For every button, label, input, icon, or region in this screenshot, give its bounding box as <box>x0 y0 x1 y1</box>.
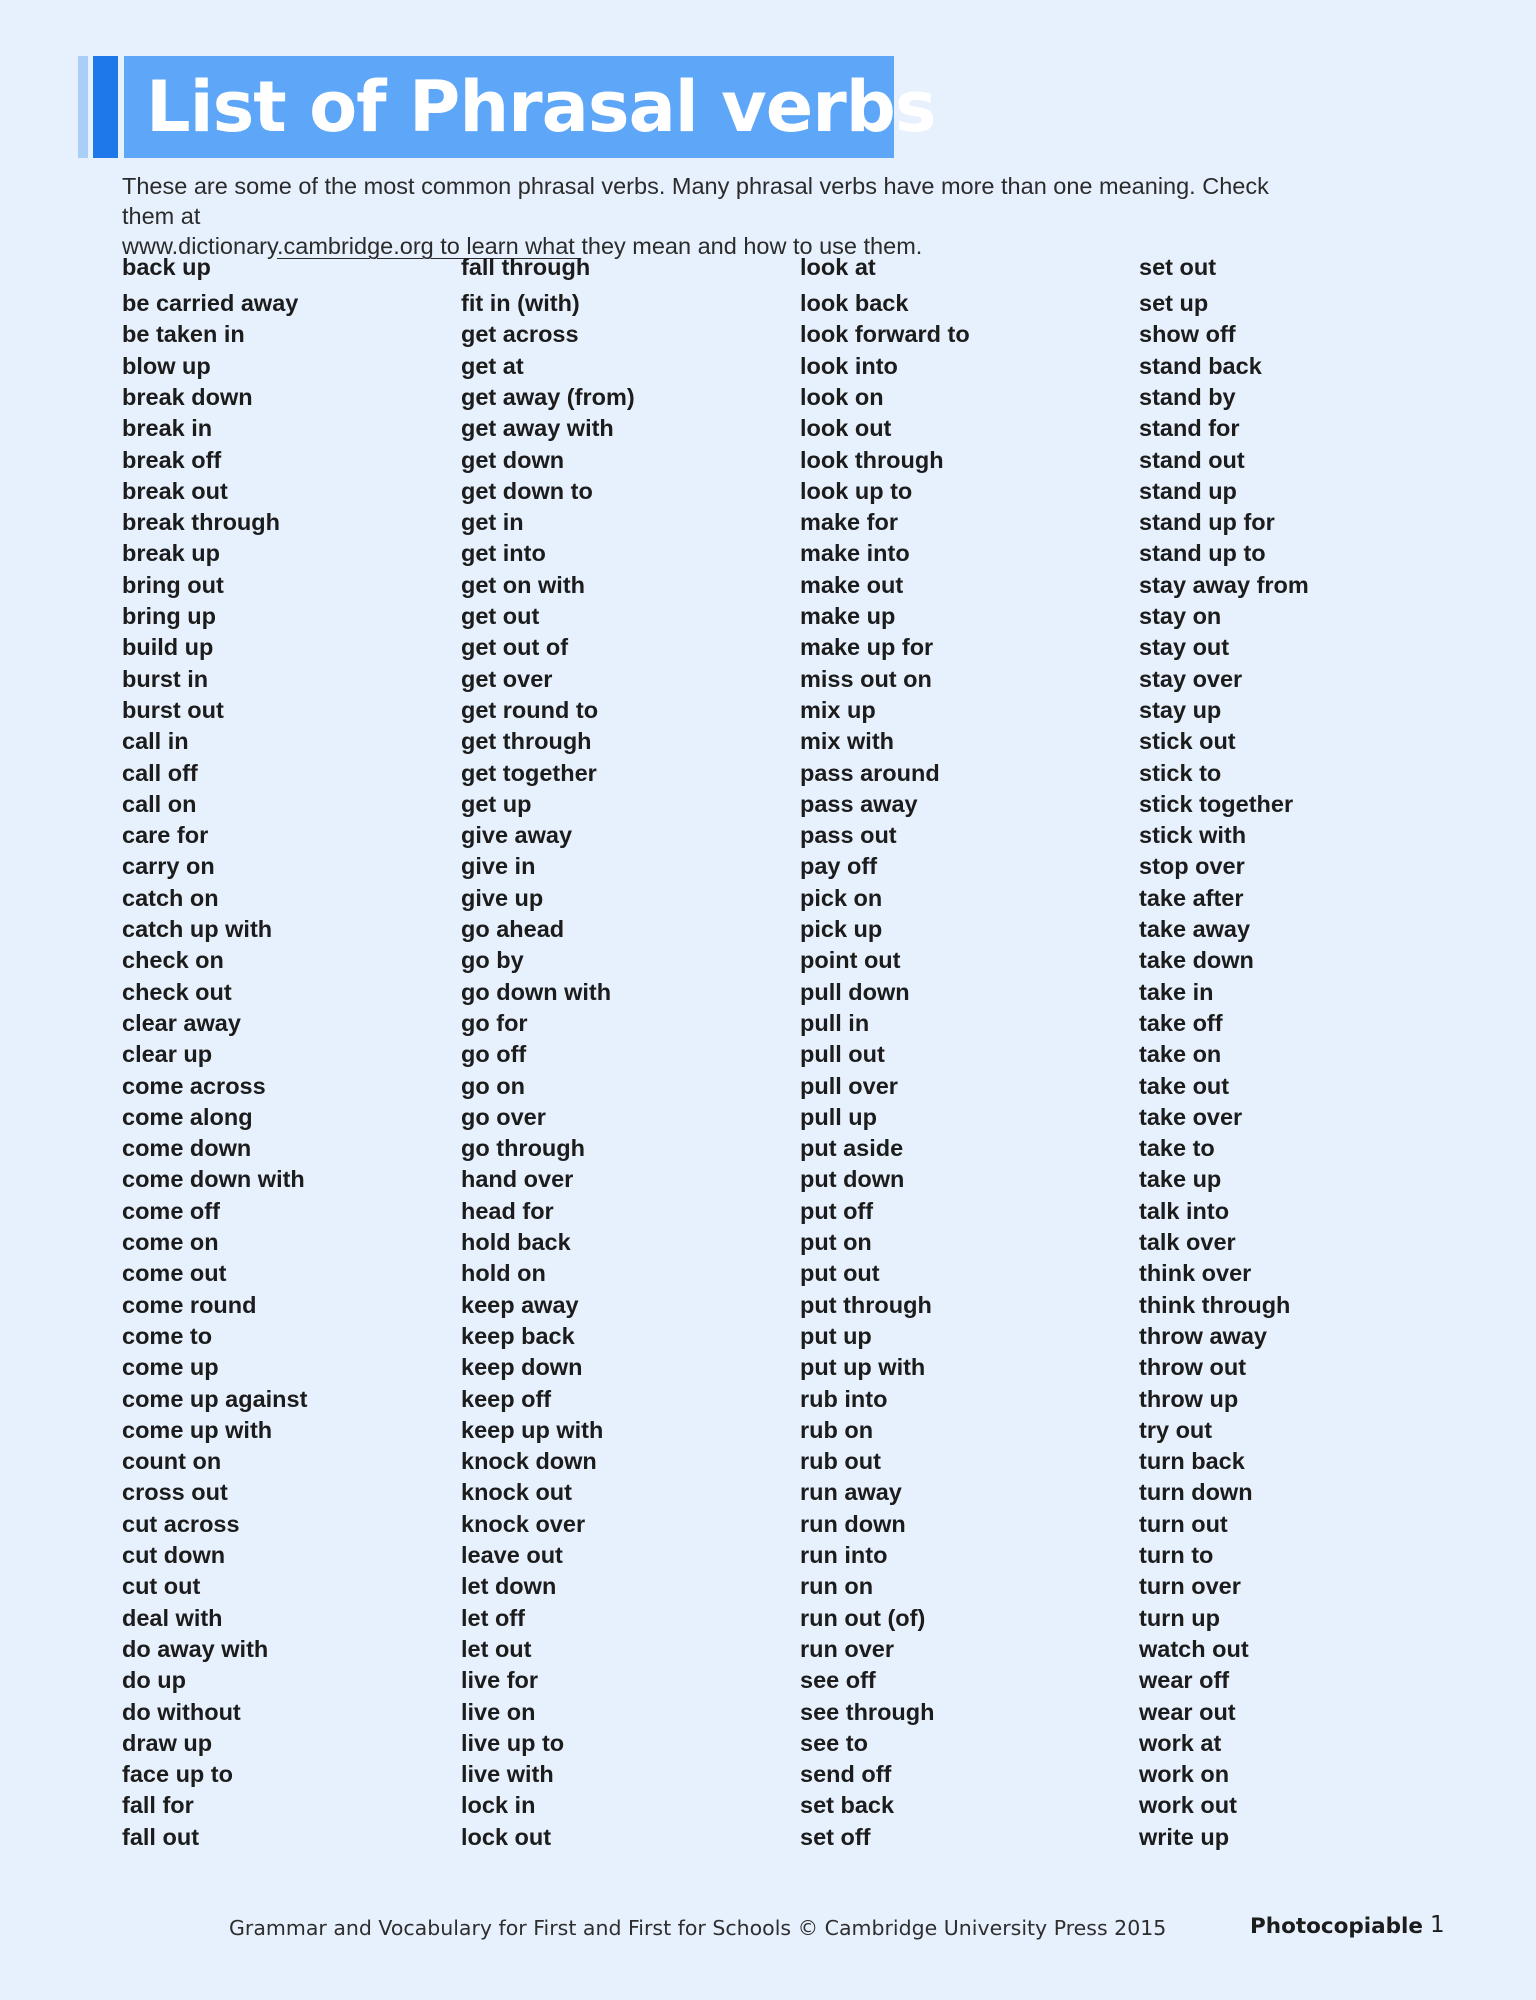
phrasal-verb-item: stick to <box>1139 759 1222 786</box>
phrasal-verb-item: work on <box>1139 1761 1230 1788</box>
phrasal-verb-item: check out <box>122 978 232 1005</box>
intro-url-end: they mean and how to use them. <box>581 233 923 259</box>
phrasal-verb-item: put up <box>800 1322 872 1349</box>
phrasal-verb-item: live up to <box>461 1729 565 1756</box>
phrasal-verb-item: cut out <box>122 1573 201 1600</box>
phrasal-verb-item: put out <box>800 1260 880 1287</box>
phrasal-verb-item: see through <box>800 1698 935 1725</box>
phrasal-verb-item: think over <box>1139 1260 1252 1287</box>
phrasal-verb-item: get over <box>461 665 553 692</box>
phrasal-verb-item: turn out <box>1139 1510 1228 1537</box>
phrasal-verb-item: stay on <box>1139 603 1222 629</box>
phrasal-verb-item: stay up <box>1139 696 1222 723</box>
phrasal-verb-item: stand by <box>1139 383 1236 410</box>
phrasal-verb-item: turn over <box>1139 1573 1241 1600</box>
phrasal-verb-item: get on with <box>461 571 586 598</box>
phrasal-verb-item: get away (from) <box>461 383 635 410</box>
phrasal-verb-item: hand over <box>461 1166 574 1193</box>
phrasal-verb-item: make for <box>800 509 898 536</box>
phrasal-verb-item: rub into <box>800 1385 888 1412</box>
phrasal-verb-item: show off <box>1139 321 1236 348</box>
phrasal-verb-item: cross out <box>122 1479 228 1506</box>
phrasal-verb-item: get up <box>461 790 532 817</box>
footer-copyright: Grammar and Vocabulary for First and First for Schools © Cambridge University Press 2015 <box>229 1916 1167 1940</box>
title-banner <box>124 56 936 158</box>
phrasal-verb-item: look up to <box>800 477 913 504</box>
phrasal-verb-item: lock out <box>461 1823 552 1850</box>
phrasal-verb-item: burst out <box>122 696 224 723</box>
phrasal-verb-item: come out <box>122 1260 227 1287</box>
phrasal-verb-item: look at <box>800 254 876 280</box>
phrasal-verb-item: stick with <box>1139 822 1247 849</box>
phrasal-verb-item: wear off <box>1139 1667 1230 1694</box>
phrasal-verb-item: turn up <box>1139 1604 1220 1631</box>
phrasal-verb-item: set up <box>1139 290 1209 316</box>
phrasal-verb-item: take away <box>1139 916 1251 942</box>
phrasal-verb-item: pay off <box>800 853 878 880</box>
phrasal-verb-item: stay away from <box>1139 571 1309 598</box>
phrasal-verb-item: come down with <box>122 1166 305 1193</box>
phrasal-verb-item: do up <box>122 1667 186 1694</box>
phrasal-verb-item: give away <box>461 822 573 849</box>
phrasal-verb-item: come up with <box>122 1416 273 1443</box>
phrasal-verb-item: put up with <box>800 1354 926 1381</box>
phrasal-verb-item: break off <box>122 446 222 473</box>
phrasal-verb-item: keep up with <box>461 1416 604 1443</box>
phrasal-verb-item: turn back <box>1139 1448 1245 1475</box>
phrasal-verb-item: stand out <box>1139 446 1245 473</box>
phrasal-verb-item: be taken in <box>122 321 245 348</box>
phrasal-verb-item: do away with <box>122 1635 269 1662</box>
phrasal-verb-item: let down <box>461 1573 557 1600</box>
phrasal-verb-item: talk over <box>1139 1229 1236 1255</box>
phrasal-verb-item: get into <box>461 540 546 567</box>
phrasal-verb-item: think through <box>1139 1291 1291 1318</box>
phrasal-verb-item: take after <box>1139 884 1244 911</box>
phrasal-verb-item: point out <box>800 947 901 974</box>
phrasal-verb-item: stand up <box>1139 477 1237 504</box>
phrasal-verb-item: care for <box>122 822 209 849</box>
intro-line-1: These are some of the most common phrasal verbs. Many phrasal verbs have more than one meaning. Check them at <box>122 173 1269 229</box>
phrasal-verb-item: do without <box>122 1698 241 1725</box>
intro-url-start: www.dictionary <box>122 233 277 259</box>
title-stripe-dark <box>93 56 118 158</box>
phrasal-verb-item: wear out <box>1139 1698 1236 1725</box>
phrasal-verb-item: put off <box>800 1197 874 1224</box>
phrasal-verb-item: call on <box>122 790 197 817</box>
phrasal-verb-item: cut across <box>122 1510 240 1537</box>
phrasal-verb-item: draw up <box>122 1729 213 1756</box>
phrasal-verb-item: get out of <box>461 634 569 661</box>
phrasal-verb-item: pull in <box>800 1009 870 1036</box>
phrasal-verb-item: go through <box>461 1135 585 1162</box>
phrasal-verb-item: fit in (with) <box>461 290 580 316</box>
phrasal-verb-item: get at <box>461 352 524 379</box>
phrasal-verb-item: call off <box>122 759 198 786</box>
phrasal-verb-item: clear up <box>122 1041 213 1068</box>
phrasal-verb-item: go ahead <box>461 916 565 942</box>
phrasal-verb-item: go on <box>461 1072 525 1099</box>
phrasal-verb-item: break through <box>122 509 280 536</box>
phrasal-verb-item: pull out <box>800 1041 885 1068</box>
phrasal-verb-item: pick on <box>800 884 883 911</box>
phrasal-verb-item: get through <box>461 728 592 755</box>
phrasal-verb-item: come down <box>122 1135 252 1162</box>
phrasal-verb-item: run down <box>800 1510 906 1537</box>
phrasal-verb-item: put through <box>800 1291 932 1318</box>
phrasal-verb-item: set back <box>800 1792 895 1819</box>
phrasal-verb-item: try out <box>1139 1416 1213 1443</box>
phrasal-verb-item: throw up <box>1139 1385 1239 1412</box>
phrasal-verb-item: miss out on <box>800 665 932 692</box>
phrasal-verb-item: call in <box>122 728 189 755</box>
phrasal-verb-item: pass out <box>800 822 897 849</box>
phrasal-verb-item: make up for <box>800 634 934 661</box>
phrasal-verb-item: get across <box>461 321 579 348</box>
phrasal-verb-item: go by <box>461 947 524 974</box>
phrasal-verb-item: stand up to <box>1139 540 1266 567</box>
phrasal-verb-item: get round to <box>461 696 599 723</box>
phrasal-verb-item: write up <box>1139 1823 1230 1850</box>
phrasal-verb-item: catch on <box>122 884 219 911</box>
phrasal-verb-item: rub out <box>800 1448 881 1475</box>
phrasal-verb-item: pass away <box>800 790 918 817</box>
page-title: List of Phrasal verbs <box>146 66 936 148</box>
phrasal-verb-item: take in <box>1139 978 1214 1005</box>
phrasal-verb-item: stick out <box>1139 728 1236 755</box>
phrasal-verb-item: throw away <box>1139 1322 1267 1349</box>
phrasal-verb-item: knock down <box>461 1448 597 1475</box>
phrasal-verb-item: bring up <box>122 603 216 629</box>
footer-photocopiable: Photocopiable <box>1250 1914 1424 1939</box>
phrasal-verb-item: let off <box>461 1604 525 1631</box>
phrasal-verb-item: put aside <box>800 1135 904 1162</box>
phrasal-verb-item: stand up for <box>1139 509 1275 536</box>
phrasal-verb-item: see to <box>800 1729 868 1756</box>
phrasal-verb-item: take on <box>1139 1041 1222 1068</box>
phrasal-verb-item: head for <box>461 1197 554 1224</box>
phrasal-verb-item: catch up with <box>122 916 273 942</box>
phrasal-verb-item: pull down <box>800 978 910 1005</box>
phrasal-verb-item: run out (of) <box>800 1604 926 1631</box>
phrasal-verb-list <box>122 252 1462 1852</box>
phrasal-verb-item: fall for <box>122 1792 194 1819</box>
phrasal-verb-item: look into <box>800 352 898 379</box>
phrasal-verb-item: be carried away <box>122 290 299 316</box>
phrasal-verb-item: knock out <box>461 1479 572 1506</box>
phrasal-verb-item: take off <box>1139 1009 1223 1036</box>
phrasal-verb-item: knock over <box>461 1510 586 1537</box>
phrasal-verb-item: set off <box>800 1823 871 1850</box>
phrasal-verb-item: break in <box>122 415 213 442</box>
phrasal-verb-item: talk into <box>1139 1197 1230 1224</box>
phrasal-verb-item: see off <box>800 1667 876 1694</box>
phrasal-verb-item: pull up <box>800 1103 878 1130</box>
phrasal-verb-item: clear away <box>122 1009 241 1036</box>
phrasal-verb-item: lock in <box>461 1792 536 1819</box>
phrasal-verb-item: come up <box>122 1354 219 1381</box>
phrasal-verb-item: fall through <box>461 254 591 280</box>
phrasal-verb-item: keep back <box>461 1322 575 1349</box>
phrasal-verb-item: get out <box>461 603 540 629</box>
phrasal-verb-item: go down with <box>461 978 612 1005</box>
phrasal-verb-item: make up <box>800 603 896 629</box>
phrasal-verb-item: look on <box>800 383 884 410</box>
phrasal-verb-item: keep off <box>461 1385 552 1412</box>
phrasal-verb-item: take over <box>1139 1103 1243 1130</box>
phrasal-verb-item: stand back <box>1139 352 1262 379</box>
phrasal-verb-item: let out <box>461 1635 532 1662</box>
phrasal-verb-item: work out <box>1139 1792 1237 1819</box>
phrasal-verb-item: throw out <box>1139 1354 1247 1381</box>
phrasal-verb-item: count on <box>122 1448 222 1475</box>
phrasal-verb-item: get down to <box>461 477 593 504</box>
phrasal-verb-item: get away with <box>461 415 614 442</box>
phrasal-verb-item: pass around <box>800 759 940 786</box>
phrasal-verb-item: come off <box>122 1197 220 1224</box>
phrasal-verb-item: come across <box>122 1072 266 1099</box>
phrasal-verb-item: live with <box>461 1761 554 1788</box>
phrasal-verb-item: pull over <box>800 1072 898 1099</box>
phrasal-verb-item: put on <box>800 1229 872 1255</box>
phrasal-verb-item: turn to <box>1139 1542 1214 1568</box>
phrasal-verb-item: watch out <box>1139 1635 1249 1662</box>
phrasal-verb-item: back up <box>122 254 211 280</box>
phrasal-verb-item: come round <box>122 1291 257 1318</box>
phrasal-verb-item: get together <box>461 759 597 786</box>
phrasal-verb-item: come up against <box>122 1385 308 1412</box>
phrasal-verb-item: mix with <box>800 728 895 755</box>
phrasal-verb-item: keep away <box>461 1291 579 1318</box>
phrasal-verb-item: stick together <box>1139 790 1294 817</box>
phrasal-verb-item: live on <box>461 1698 536 1725</box>
phrasal-verb-item: leave out <box>461 1542 563 1568</box>
phrasal-verb-item: pick up <box>800 916 883 942</box>
phrasal-verb-item: fall out <box>122 1823 200 1850</box>
phrasal-verb-item: deal with <box>122 1604 223 1631</box>
phrasal-verb-item: go over <box>461 1103 546 1130</box>
phrasal-verb-item: break down <box>122 383 253 410</box>
phrasal-verb-item: build up <box>122 634 214 661</box>
phrasal-verb-item: take out <box>1139 1072 1230 1099</box>
phrasal-verb-item: take up <box>1139 1166 1222 1193</box>
phrasal-verb-item: blow up <box>122 352 211 379</box>
phrasal-verb-item: run over <box>800 1635 895 1662</box>
phrasal-verb-item: bring out <box>122 571 224 598</box>
phrasal-verb-item: mix up <box>800 696 876 723</box>
intro-dictionary-link[interactable]: .cambridge.org to learn what <box>276 233 582 259</box>
phrasal-verb-item: keep down <box>461 1354 583 1381</box>
phrasal-verb-item: stay over <box>1139 665 1243 692</box>
phrasal-verb-item: look through <box>800 446 944 473</box>
phrasal-verb-item: cut down <box>122 1542 226 1568</box>
phrasal-verb-item: make out <box>800 571 904 598</box>
phrasal-verb-item: live for <box>461 1667 539 1694</box>
phrasal-verb-item: come on <box>122 1229 219 1255</box>
phrasal-verb-item: run away <box>800 1479 902 1506</box>
phrasal-verb-item: send off <box>800 1761 892 1788</box>
phrasal-verb-item: go for <box>461 1009 528 1036</box>
phrasal-verb-item: go off <box>461 1041 527 1068</box>
page-number: 1 <box>1430 1912 1445 1938</box>
phrasal-verb-item: give in <box>461 853 536 880</box>
phrasal-verb-item: run on <box>800 1573 874 1600</box>
phrasal-verb-item: make into <box>800 540 910 567</box>
phrasal-verb-item: carry on <box>122 853 215 880</box>
phrasal-verb-item: break up <box>122 540 220 567</box>
phrasal-verb-item: look forward to <box>800 321 970 348</box>
phrasal-verb-item: check on <box>122 947 224 974</box>
phrasal-verb-item: put down <box>800 1166 905 1193</box>
phrasal-verb-item: work at <box>1139 1729 1222 1756</box>
phrasal-verb-item: stand for <box>1139 415 1240 442</box>
phrasal-verb-item: hold on <box>461 1260 546 1287</box>
phrasal-verb-item: break out <box>122 477 228 504</box>
phrasal-verb-item: set out <box>1139 254 1217 280</box>
phrasal-verb-item: face up to <box>122 1761 233 1788</box>
phrasal-verb-item: get in <box>461 509 524 536</box>
phrasal-verb-item: burst in <box>122 665 209 692</box>
phrasal-verb-item: look out <box>800 415 892 442</box>
phrasal-verb-item: run into <box>800 1542 888 1568</box>
phrasal-verb-item: rub on <box>800 1416 874 1443</box>
phrasal-verb-item: take down <box>1139 947 1254 974</box>
phrasal-verb-item: stay out <box>1139 634 1230 661</box>
phrasal-verb-item: turn down <box>1139 1479 1253 1506</box>
phrasal-verb-item: come to <box>122 1322 213 1349</box>
phrasal-verb-item: hold back <box>461 1229 571 1255</box>
title-stripe-light <box>78 56 88 158</box>
phrasal-verb-item: take to <box>1139 1135 1215 1162</box>
phrasal-verb-item: stop over <box>1139 853 1245 880</box>
phrasal-verb-item: get down <box>461 446 565 473</box>
phrasal-verb-item: look back <box>800 290 909 316</box>
intro-paragraph <box>122 171 1322 261</box>
phrasal-verb-item: come along <box>122 1103 253 1130</box>
phrasal-verb-item: give up <box>461 884 544 911</box>
